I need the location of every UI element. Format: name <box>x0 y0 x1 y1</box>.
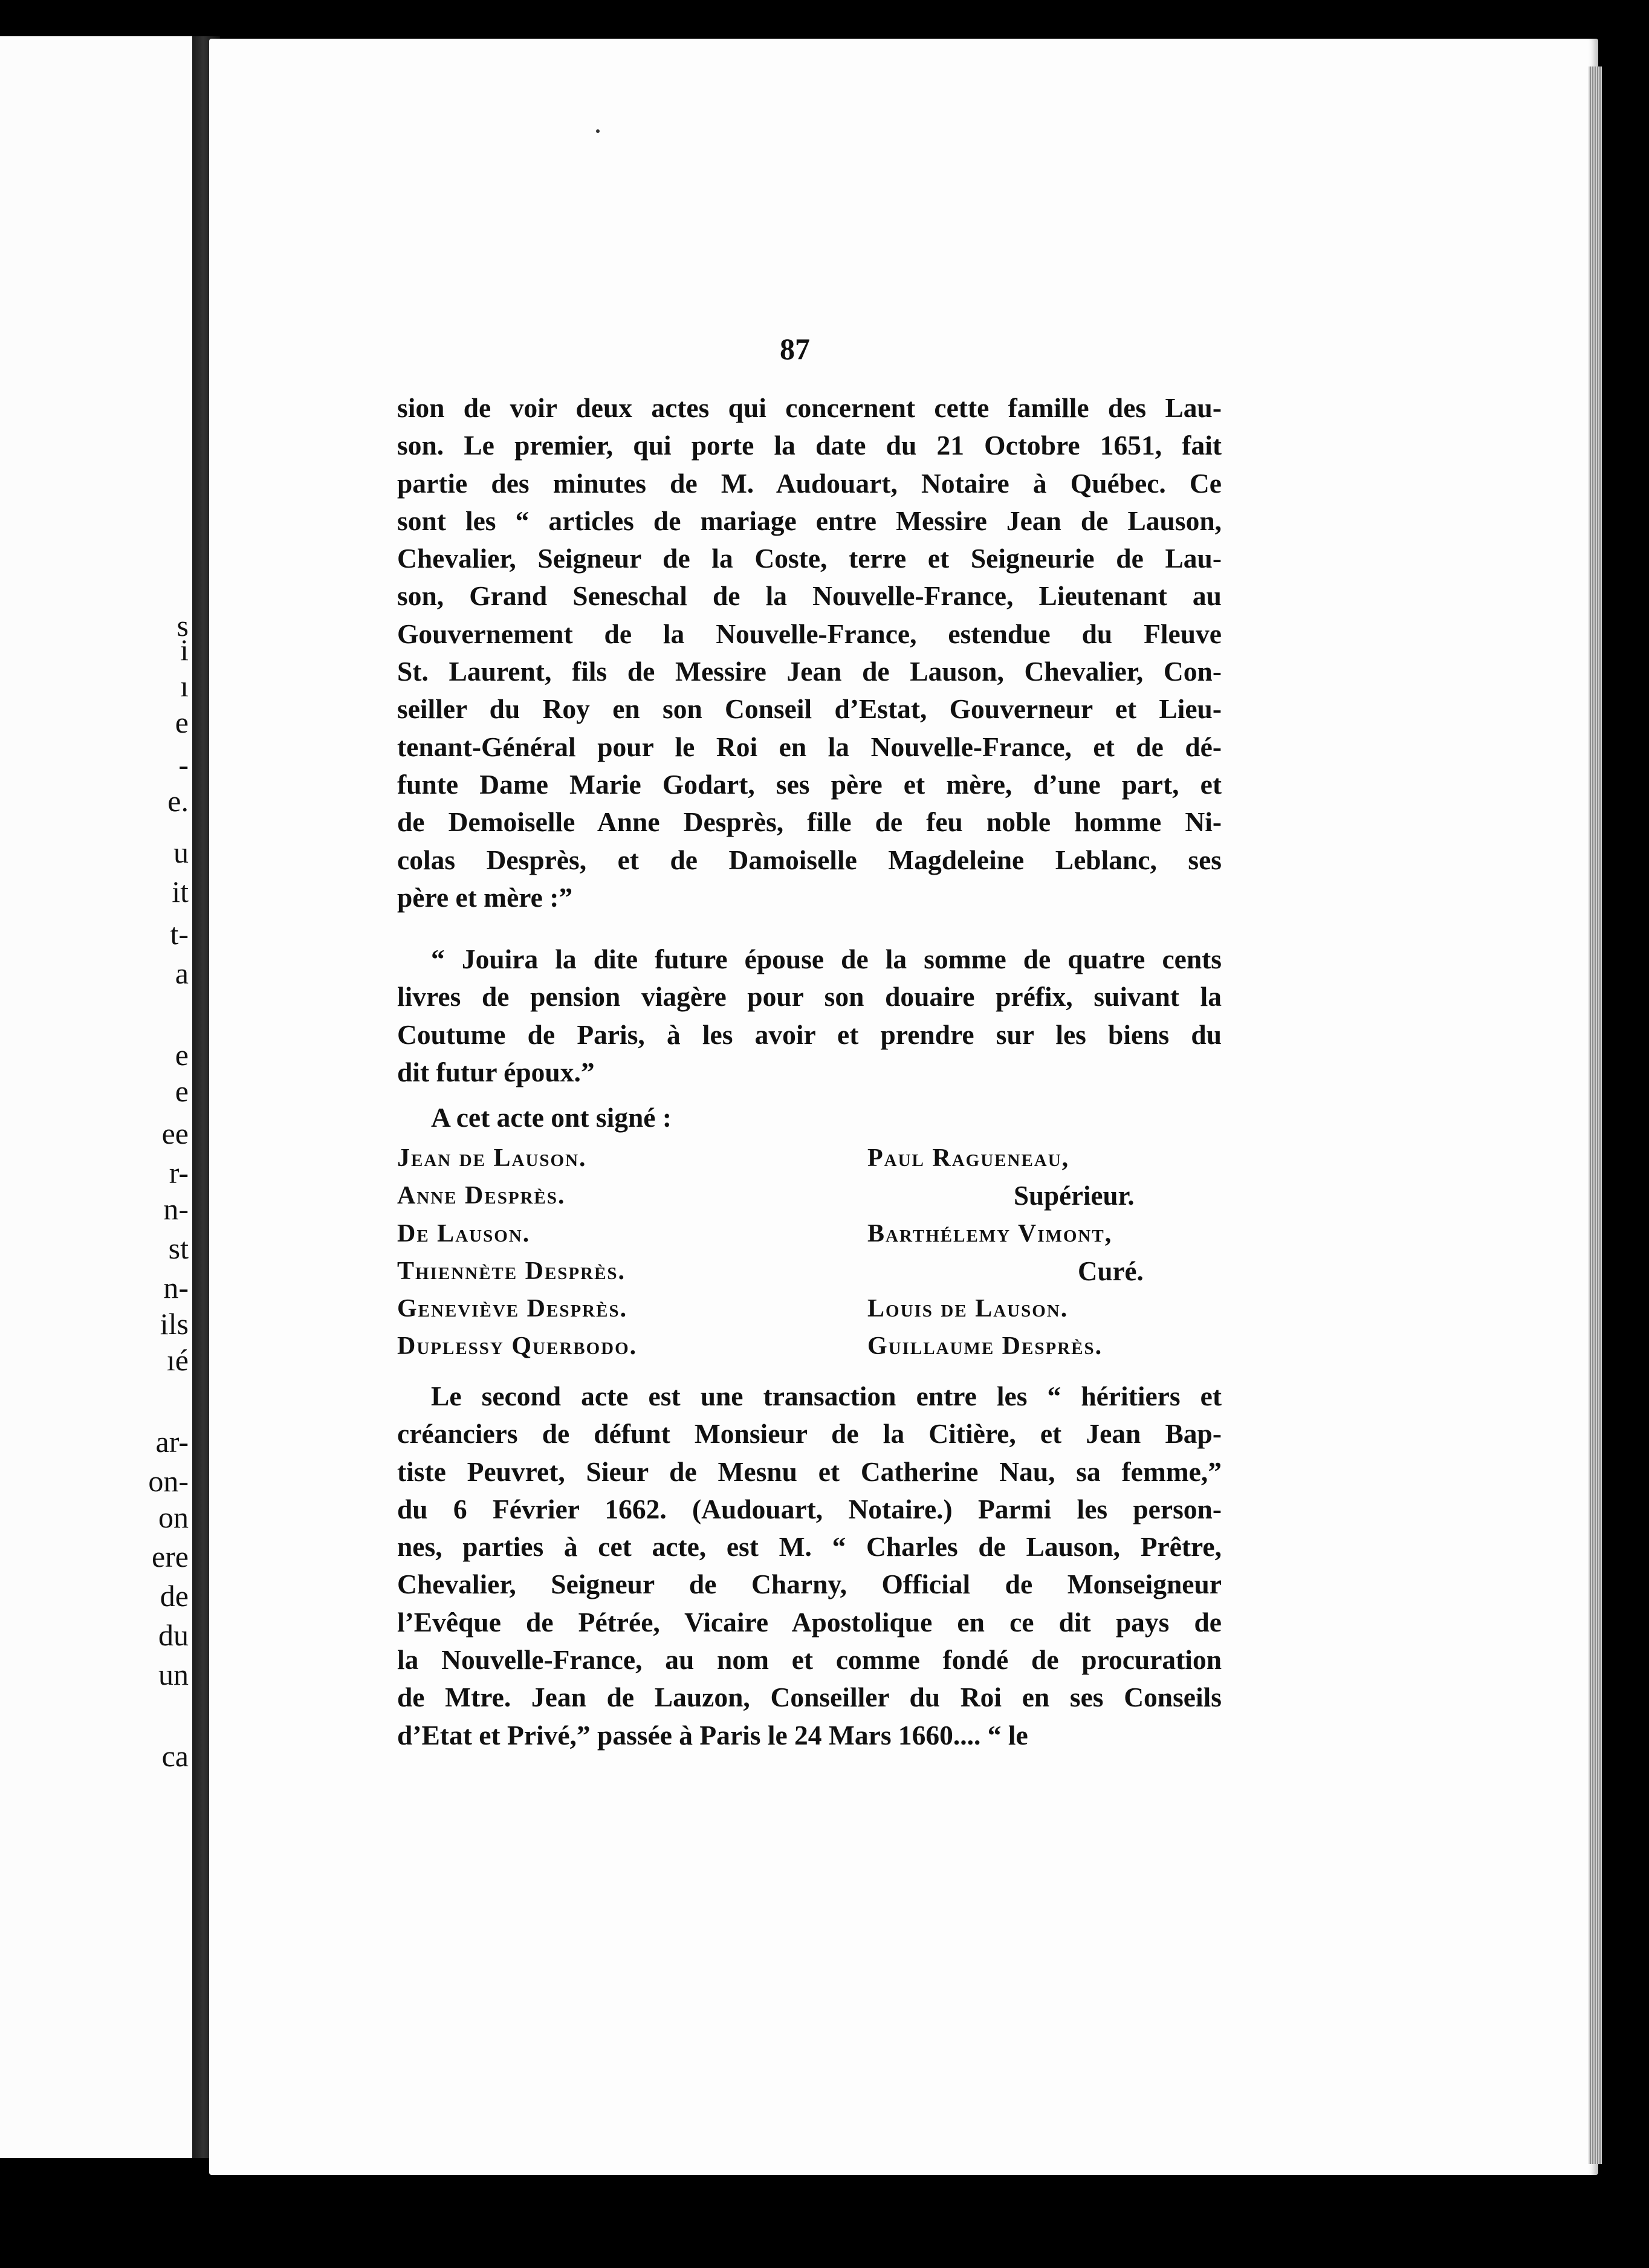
text-line: Chevalier, Seigneur de la Coste, terre et Seigneurie de Lau- <box>397 543 1222 574</box>
left-page-text: on- <box>148 1464 189 1498</box>
signature-row <box>397 1327 1222 1365</box>
left-page-fragment <box>0 36 192 2158</box>
text-line: A cet acte ont signé : <box>431 1102 672 1133</box>
left-page-text: e <box>175 1074 189 1108</box>
paragraph-3 <box>397 1099 1222 1136</box>
paragraph-1 <box>397 389 1222 916</box>
text-line: son. Le premier, qui porte la date du 21 Octobre 1651, fait <box>397 430 1222 461</box>
signature-right: Barthélemy Vimont, <box>867 1219 1113 1248</box>
signature-row <box>397 1215 1222 1252</box>
text-line: d’Etat et Privé,” passée à Paris le 24 Mars 1660.... “ le <box>397 1719 1028 1751</box>
left-page-text: ere <box>151 1540 189 1573</box>
left-page-text: ca <box>161 1739 189 1773</box>
left-page-text: u <box>173 835 189 869</box>
speck-mark <box>596 129 600 133</box>
text-line: Gouvernement de la Nouvelle-France, estendue du Fleuve <box>397 618 1222 649</box>
left-page-text: e <box>175 1038 189 1072</box>
left-page-text: ar- <box>155 1425 189 1459</box>
text-line: livres de pension viagère pour son douaire préfix, suivant la <box>397 981 1222 1012</box>
text-line: nes, parties à cet acte, est M. “ Charles de Lauson, Prêtre, <box>397 1531 1222 1563</box>
left-page-text: ils <box>160 1307 189 1341</box>
text-line: sont les “ articles de mariage entre Messire Jean de Lauson, <box>397 505 1222 536</box>
left-page-text: ee <box>161 1116 189 1150</box>
left-page-text: ı <box>180 669 189 703</box>
signature-left: Thiennète Desprès. <box>397 1257 626 1285</box>
text-line: créanciers de défunt Monsieur de la Citière, et Jean Bap- <box>397 1418 1222 1450</box>
signature-left: Anne Desprès. <box>397 1182 566 1210</box>
left-page-text: de <box>160 1579 189 1613</box>
text-line: “ Jouira la dite future épouse de la somme de quatre cents <box>431 944 1222 974</box>
left-page-text: s <box>177 609 189 643</box>
text-line: colas Desprès, et de Damoiselle Magdeleine Leblanc, ses <box>397 844 1222 875</box>
text-line: dit futur époux.” <box>397 1056 595 1087</box>
left-page-text: on <box>158 1500 189 1534</box>
signature-row <box>397 1139 1222 1177</box>
left-page-text: n- <box>163 1192 189 1226</box>
signature-left: Jean de Lauson. <box>397 1144 587 1172</box>
text-line: tenant-Général pour le Roi en la Nouvelle-France, et de dé- <box>397 731 1222 762</box>
left-page-text: ıé <box>166 1343 189 1377</box>
signature-left: De Lauson. <box>397 1219 531 1248</box>
signature-row <box>397 1177 1222 1214</box>
left-page-text: e. <box>167 784 189 818</box>
left-page-text: du <box>158 1618 189 1652</box>
text-line: la Nouvelle-France, au nom et comme fondé de procuration <box>397 1644 1222 1676</box>
signature-row <box>397 1252 1222 1290</box>
paragraph-4 <box>397 1378 1222 1754</box>
text-line: tiste Peuvret, Sieur de Mesnu et Catherine Nau, sa femme,” <box>397 1456 1222 1487</box>
page-edge <box>1589 66 1602 2164</box>
text-line: de Mtre. Jean de Lauzon, Conseiller du Roi en ses Conseils <box>397 1682 1222 1713</box>
text-line: son, Grand Seneschal de la Nouvelle-France, Lieutenant au <box>397 580 1222 612</box>
signature-left: Geneviève Desprès. <box>397 1295 628 1323</box>
left-page-text: n- <box>163 1271 189 1304</box>
left-page-text: e <box>175 705 189 739</box>
left-page-text: st <box>168 1231 189 1265</box>
text-line: du 6 Février 1662. (Audouart, Notaire.) Parmi les person- <box>397 1493 1222 1524</box>
left-page-text: it <box>172 875 189 909</box>
signature-right: Louis de Lauson. <box>867 1295 1069 1323</box>
left-page-text: i <box>180 633 189 667</box>
text-line: père et mère :” <box>397 881 573 913</box>
signature-right: Guillaume Desprès. <box>867 1332 1103 1361</box>
text-line: sion de voir deux actes qui concernent cette famille des Lau- <box>397 392 1222 423</box>
text-line: Chevalier, Seigneur de Charny, Official de Monseigneur <box>397 1569 1222 1600</box>
left-page-text: t- <box>170 917 189 951</box>
text-line: seiller du Roy en son Conseil d’Estat, Gouverneur et Lieu- <box>397 693 1222 725</box>
signatures-block <box>397 1139 1222 1366</box>
signature-right: Supérieur. <box>1014 1181 1135 1211</box>
left-page-text: r- <box>169 1156 189 1190</box>
text-line: funte Dame Marie Godart, ses père et mère, d’une part, et <box>397 768 1222 800</box>
text-line: l’Evêque de Pétrée, Vicaire Apostolique en ce dit pays de <box>397 1606 1222 1638</box>
left-page-text: a <box>175 956 189 990</box>
text-line: de Demoiselle Anne Desprès, fille de feu noble homme Ni- <box>397 806 1222 838</box>
left-page-text: - <box>178 748 189 782</box>
text-line: partie des minutes de M. Audouart, Notaire à Québec. Ce <box>397 467 1222 499</box>
left-page-text: un <box>158 1657 189 1691</box>
signature-left: Duplessy Querbodo. <box>397 1332 638 1361</box>
text-line: Coutume de Paris, à les avoir et prendre sur les biens du <box>397 1019 1222 1050</box>
signature-right: Curé. <box>1078 1256 1144 1286</box>
text-line: Le second acte est une transaction entre les “ héritiers et <box>431 1381 1222 1411</box>
text-line: St. Laurent, fils de Messire Jean de Lauson, Chevalier, Con- <box>397 656 1222 687</box>
signature-right: Paul Ragueneau, <box>867 1144 1070 1172</box>
page-number: 87 <box>780 332 810 366</box>
signature-row <box>397 1290 1222 1327</box>
paragraph-2 <box>397 941 1222 1091</box>
